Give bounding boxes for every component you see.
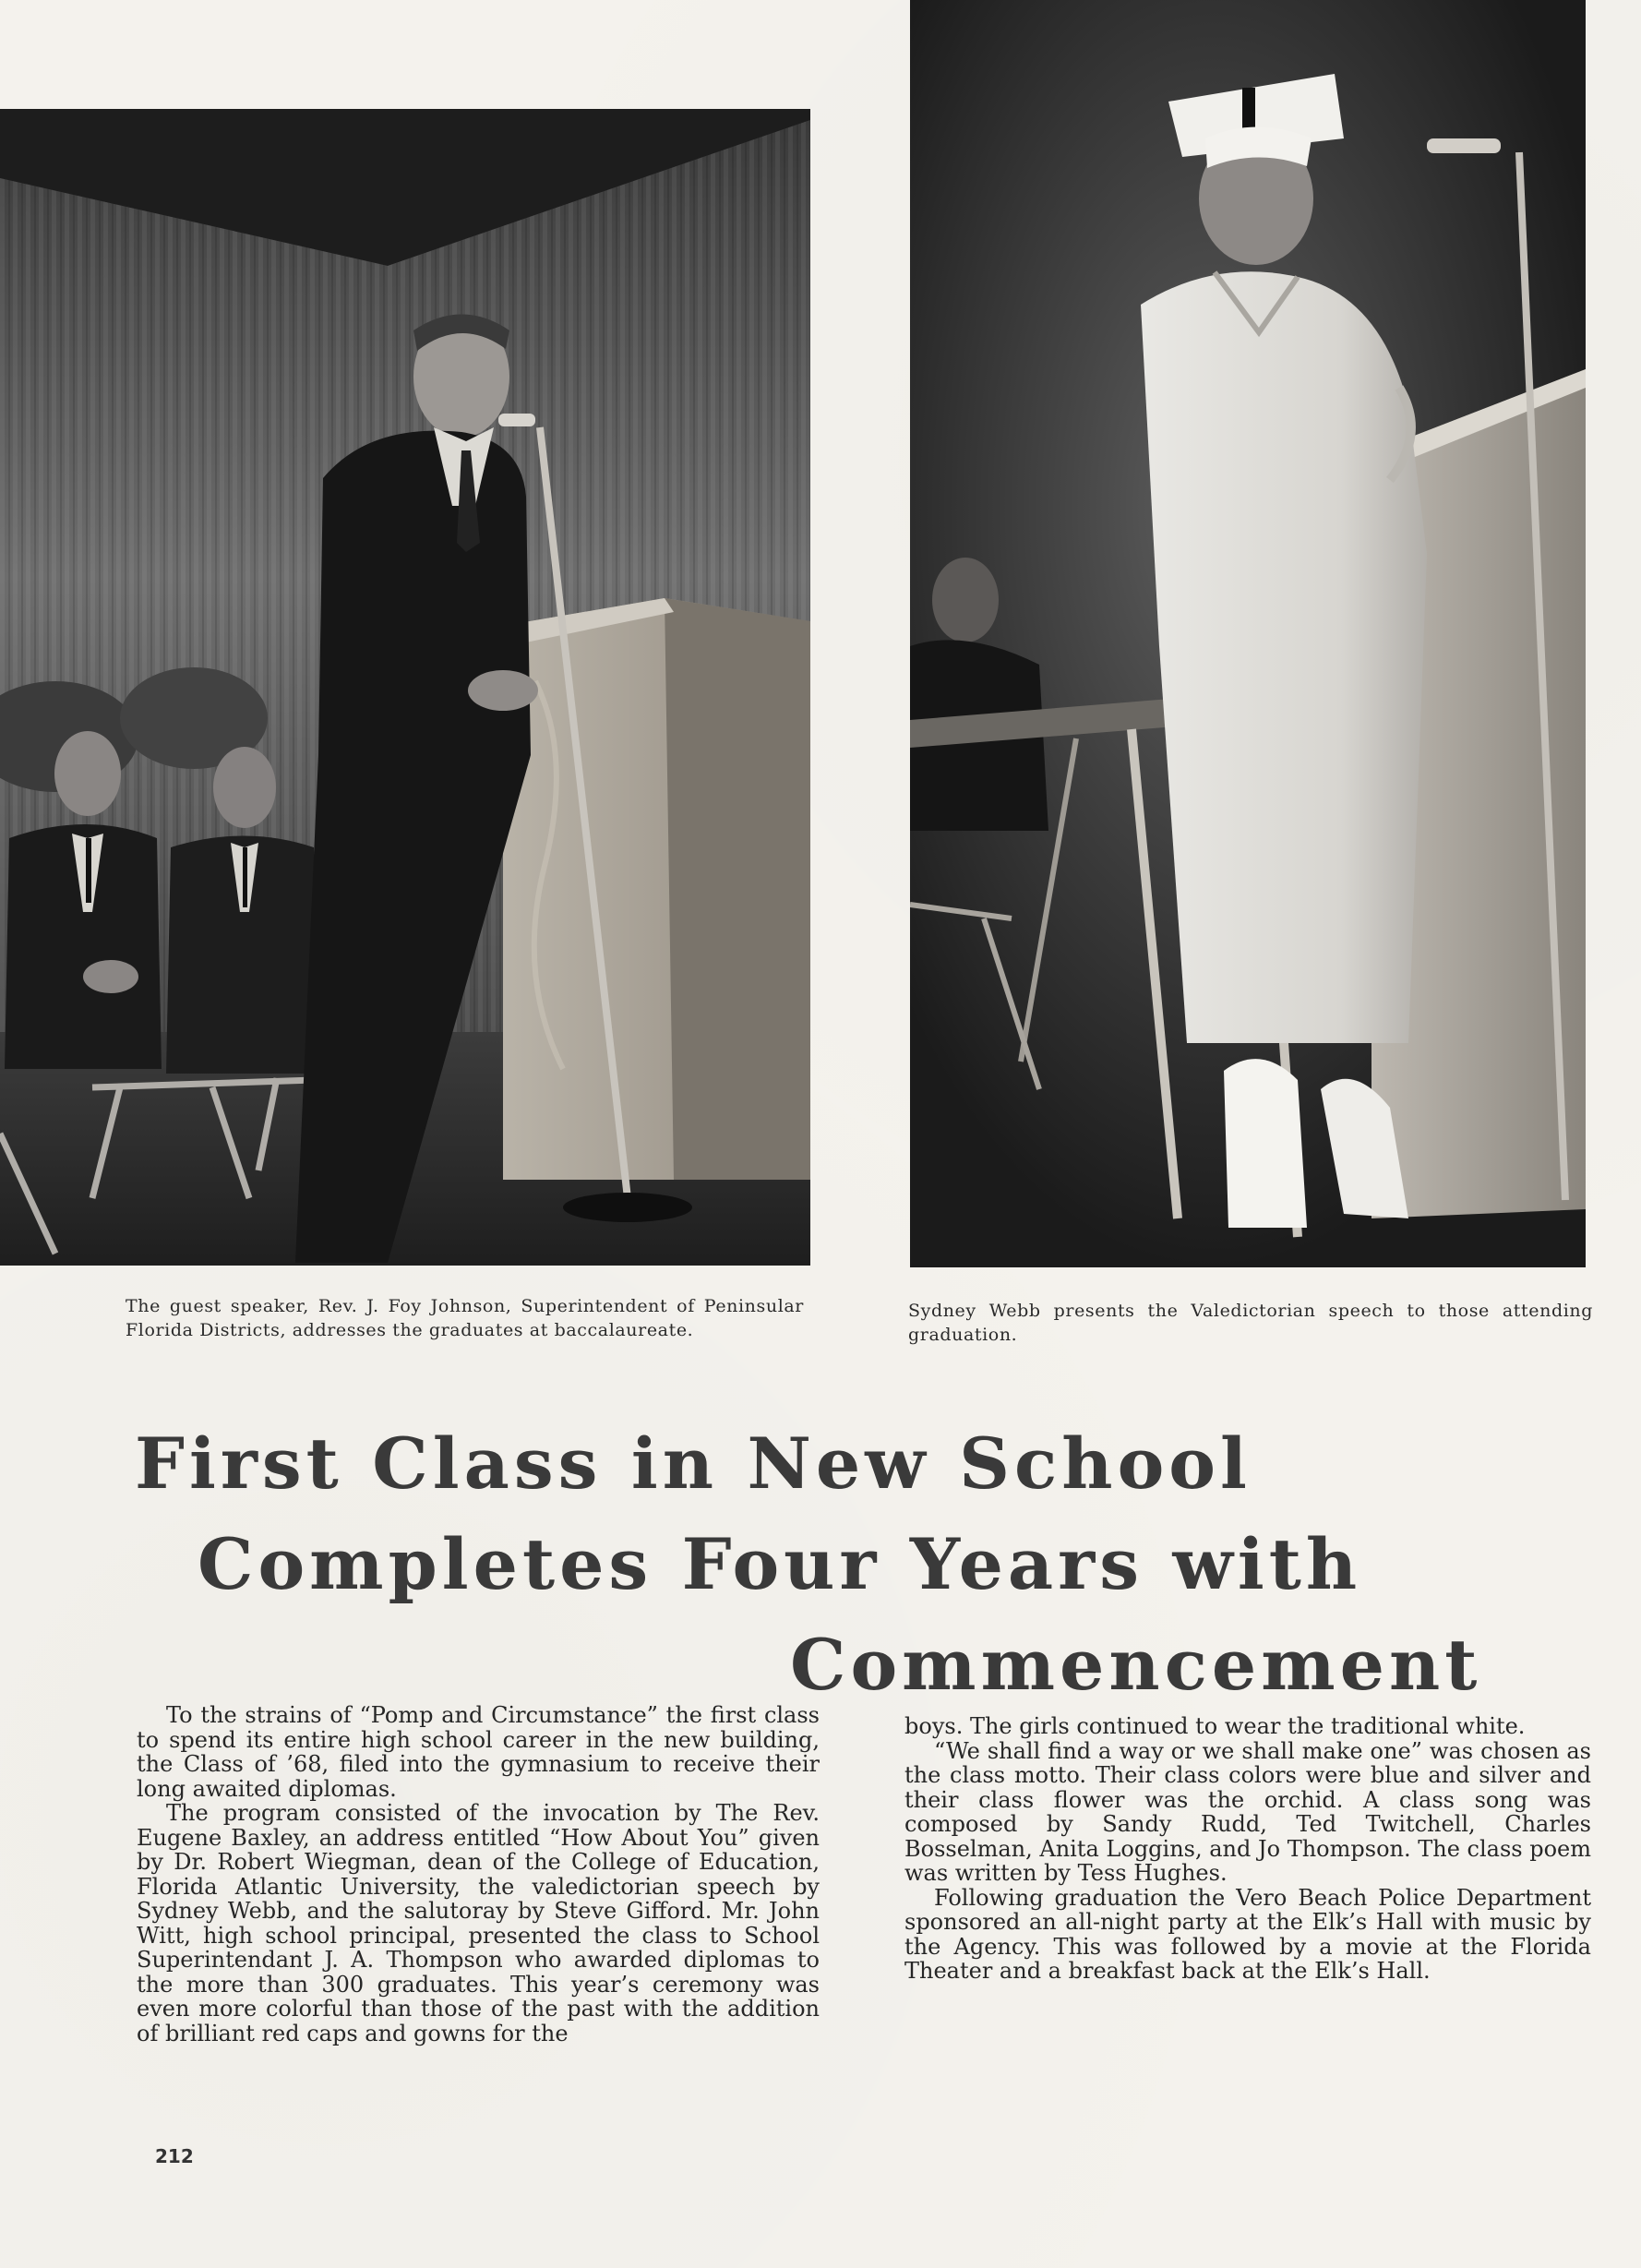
speaker-photo [0,109,810,1266]
valedictorian-photo-caption: Sydney Webb presents the Valedictorian speech to those attending graduation. [908,1301,1593,1345]
article-paragraph: “We shall find a way or we shall make one” was chosen as the class motto. Their class colors were blue and silver and their class flower was the orchid. A class song was composed by Sandy Rudd, Ted Twitchell, Charles Bosselman, Anita Loggins, and Jo Thompson. The class poem was written by Tess Hughes. [904,1737,1591,1886]
lectern [503,598,810,1180]
article-paragraph: The program consisted of the invocation by The Rev. Eugene Baxley, an address entitled “How About You” given by Dr. Robert Wiegman, dean of the College of Education, Florida Atlantic University, the valedictorian speech by Sydney Webb, and the salutoray by Steve Gifford. Mr. John Witt, high school principal, presented the class to School Superintendant J. A. Thompson who awarded diplomas to the more than 300 graduates. This year’s ceremony was even more colorful than those of the past with the addition of brilliant red caps and gowns for the [137,1800,820,2046]
valedictorian-photo [910,0,1586,1267]
article-paragraph: Following graduation the Vero Beach Police Department sponsored an all-night party at the Elk’s Hall with music by the Agency. This was followed by a movie at the Florida Theater and a breakfast back at the Elk’s Hall. [904,1884,1591,1984]
headline-line-3: Commencement [790,1624,1482,1706]
valedictorian-photo-image [910,0,1586,1267]
article-paragraph: boys. The girls continued to wear the traditional white. [904,1713,1526,1739]
headline-line-1: First Class in New School [135,1422,1252,1505]
headline-line-2: Completes Four Years with [198,1523,1362,1605]
page-number: 212 [155,2145,194,2167]
article-paragraph: To the strains of “Pomp and Circumstance” the first class to spend its entire high school career in the new building, the Class of ’68, filed into the gymnasium to receive their long awaited diplomas. [137,1702,820,1802]
article-column-right [904,1714,1591,1984]
speaker-photo-image [0,109,810,1266]
speaker-photo-caption: The guest speaker, Rev. J. Foy Johnson, Superintendent of Peninsular Florida Districts, addresses the graduates at baccalaureate. [126,1296,804,1340]
article-column-left [137,1703,820,2046]
